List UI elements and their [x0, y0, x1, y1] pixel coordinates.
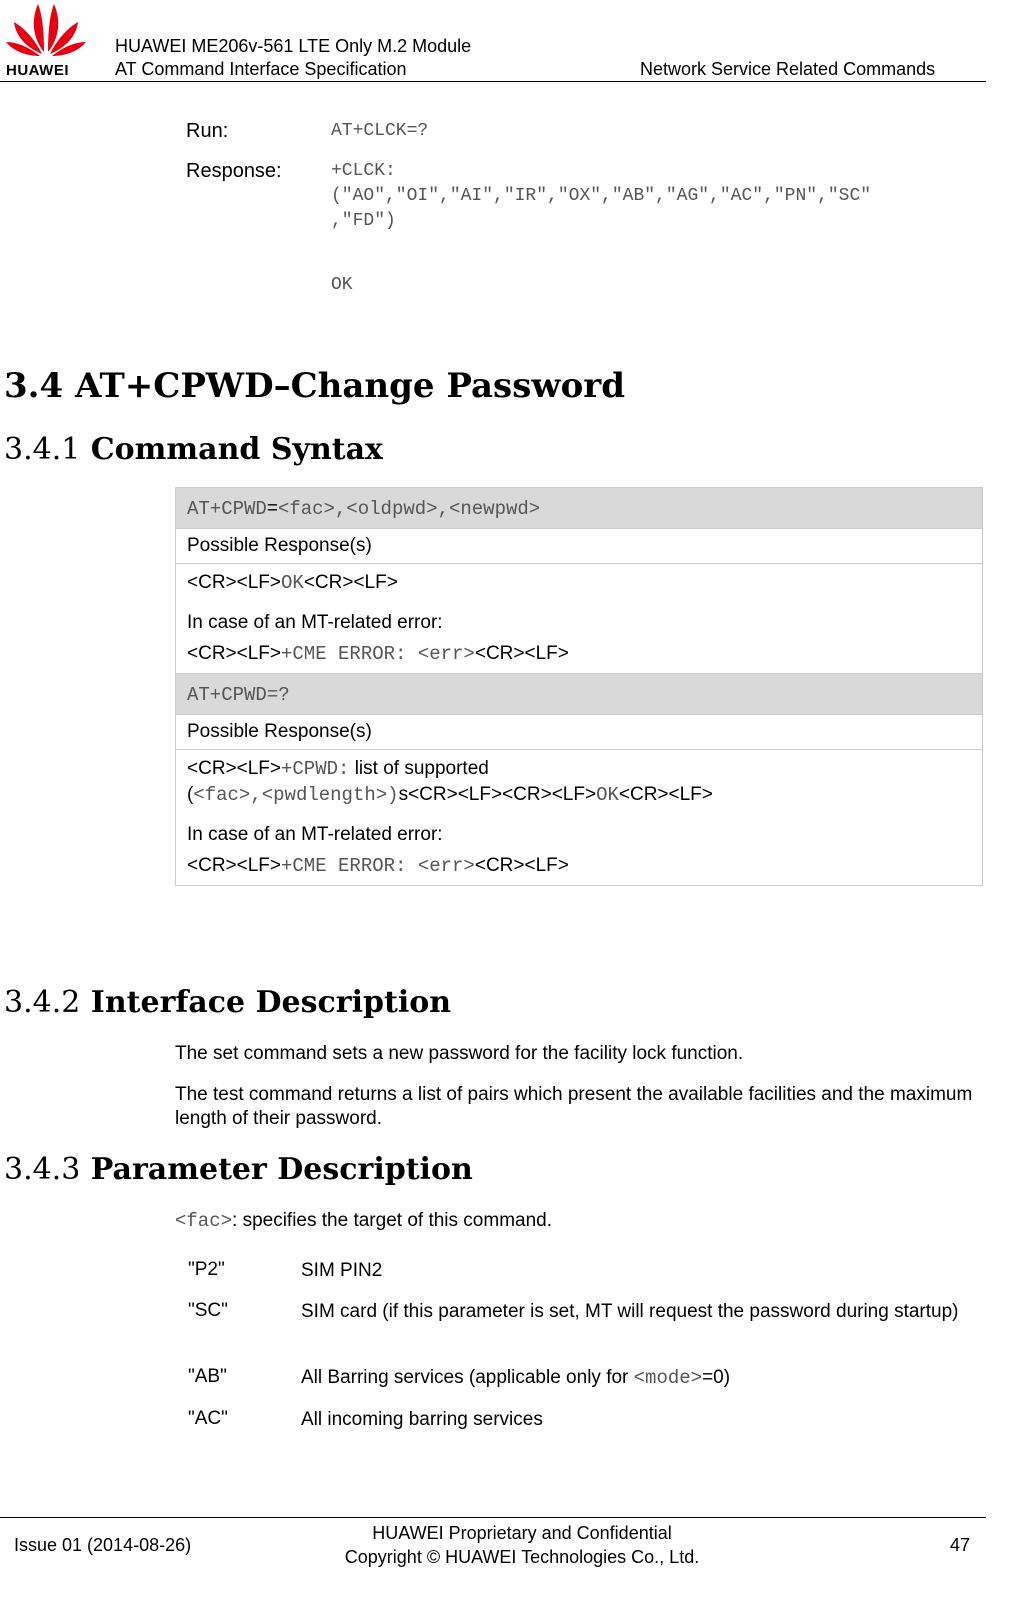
response-ok: OK	[331, 275, 353, 295]
response-line-3: ,"FD")	[331, 211, 396, 231]
set-response-row	[176, 564, 983, 674]
footer-divider	[0, 1517, 986, 1518]
response-label: Response:	[186, 160, 282, 182]
param-key-sc: "SC"	[188, 1300, 228, 1321]
param-key-ab: "AB"	[188, 1366, 227, 1387]
page-number: 47	[950, 1535, 971, 1555]
test-command-row	[176, 674, 983, 715]
chapter-title: Network Service Related Commands	[640, 59, 936, 79]
response-line-1: +CLCK:	[331, 161, 396, 181]
heading-interface-description: 3.4.2 Interface Description	[4, 985, 452, 1020]
set-command-row	[176, 488, 983, 529]
set-response-header-row	[176, 529, 983, 564]
set-response-cell: <CR><LF>OK<CR><LF> In case of an MT-related error: <CR><LF>+CME ERROR: <err><CR><LF>	[176, 564, 983, 674]
command-syntax-table	[175, 487, 983, 886]
header-divider	[0, 81, 986, 82]
param-value-p2: SIM PIN2	[301, 1260, 383, 1281]
interface-para-1: The set command sets a new password for the facility lock function.	[175, 1043, 744, 1064]
doc-title-line2: AT Command Interface Specification	[115, 59, 407, 79]
doc-title-line1: HUAWEI ME206v-561 LTE Only M.2 Module	[115, 36, 472, 56]
test-response-header-row	[176, 715, 983, 750]
param-value-ac: All incoming barring services	[301, 1409, 543, 1430]
heading-parameter-description: 3.4.3 Parameter Description	[4, 1152, 473, 1187]
set-command-cell: AT+CPWD=<fac>,<oldpwd>,<newpwd>	[176, 488, 983, 529]
section-title: 3.4 AT+CPWD–Change Password	[4, 366, 625, 406]
param-key-p2: "P2"	[188, 1259, 225, 1280]
run-label: Run:	[186, 120, 229, 142]
run-command: AT+CLCK=?	[331, 121, 429, 141]
footer-issue: Issue 01 (2014-08-26)	[14, 1535, 192, 1555]
huawei-wordmark: HUAWEI	[6, 62, 69, 79]
possible-response-label: Possible Response(s)	[176, 529, 983, 564]
param-value-sc: SIM card (if this parameter is set, MT will request the password during startup)	[301, 1301, 959, 1322]
fac-description: <fac>: specifies the target of this command.	[175, 1210, 553, 1232]
heading-number: 3.4.1	[4, 432, 81, 467]
test-response-row	[176, 750, 983, 886]
response-line-2: ("AO","OI","AI","IR","OX","AB","AG","AC","PN","SC"	[331, 186, 872, 206]
interface-para-2: The test command returns a list of pairs which present the available facilities and the maximum length of their password.	[175, 1084, 973, 1129]
footer-confidential: HUAWEI Proprietary and Confidential	[372, 1523, 672, 1543]
huawei-logo	[4, 0, 88, 78]
heading-command-syntax	[4, 432, 383, 467]
param-key-ac: "AC"	[188, 1408, 228, 1429]
footer-copyright: Copyright © HUAWEI Technologies Co., Ltd.	[344, 1547, 700, 1567]
heading-text: Command Syntax	[90, 432, 383, 467]
test-command-cell: AT+CPWD=?	[176, 674, 983, 715]
possible-response-label: Possible Response(s)	[176, 715, 983, 750]
param-value-ab: All Barring services (applicable only for <mode>=0)	[301, 1367, 731, 1389]
test-response-cell: <CR><LF>+CPWD: list of supported (<fac>,<pwdlength>)s<CR><LF><CR><LF>OK<CR><LF> In case of an MT-related error: <CR><LF>+CME ERROR: <err><CR><LF>	[176, 750, 983, 886]
